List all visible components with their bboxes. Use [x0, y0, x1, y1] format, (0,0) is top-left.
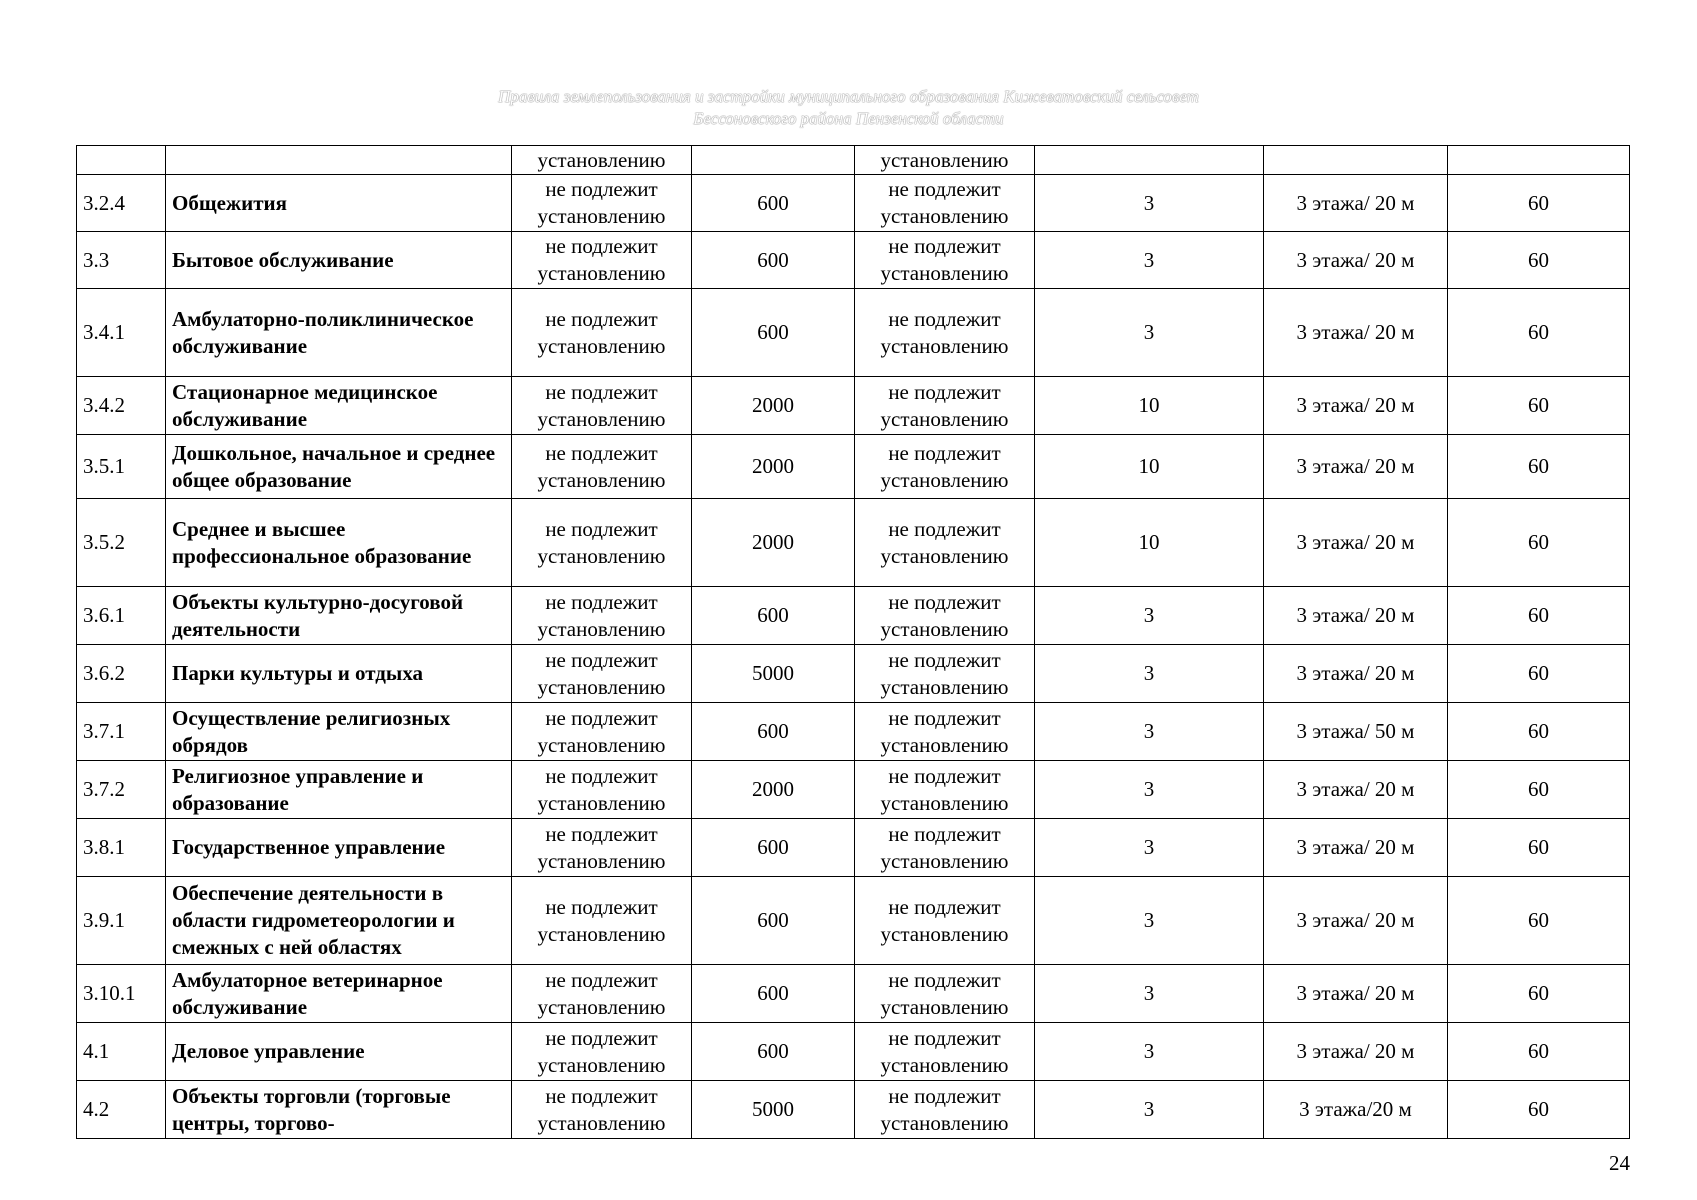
code-cell: 3.9.1	[77, 877, 166, 965]
max-size-cell: 600	[692, 703, 855, 761]
min-size-cell: не подлежит установлению	[512, 819, 692, 877]
max-area-cell: установлению	[855, 146, 1035, 175]
indent-cell: 3	[1035, 1023, 1264, 1081]
indent-cell: 3	[1035, 1081, 1264, 1139]
floors-cell: 3 этажа/ 20 м	[1264, 819, 1448, 877]
max-area-cell: не подлежит установлению	[855, 703, 1035, 761]
max-size-cell: 600	[692, 587, 855, 645]
code-cell	[77, 146, 166, 175]
indent-cell: 3	[1035, 877, 1264, 965]
min-size-cell: не подлежит установлению	[512, 377, 692, 435]
max-area-cell: не подлежит установлению	[855, 645, 1035, 703]
percent-cell: 60	[1448, 645, 1630, 703]
indent-cell: 3	[1035, 819, 1264, 877]
max-size-cell: 5000	[692, 645, 855, 703]
indent-cell: 10	[1035, 435, 1264, 499]
table-row	[77, 587, 1630, 645]
table-row	[77, 232, 1630, 289]
min-size-cell: не подлежит установлению	[512, 1023, 692, 1081]
min-size-cell: не подлежит установлению	[512, 289, 692, 377]
name-cell: Дошкольное, начальное и среднее общее образование	[166, 435, 512, 499]
table-row	[77, 819, 1630, 877]
min-size-cell: не подлежит установлению	[512, 877, 692, 965]
name-cell: Общежития	[166, 175, 512, 232]
name-cell	[166, 146, 512, 175]
min-size-cell: не подлежит установлению	[512, 761, 692, 819]
indent-cell: 3	[1035, 761, 1264, 819]
percent-cell: 60	[1448, 232, 1630, 289]
floors-cell: 3 этажа/ 20 м	[1264, 175, 1448, 232]
name-cell: Парки культуры и отдыха	[166, 645, 512, 703]
table-row	[77, 1081, 1630, 1139]
indent-cell: 3	[1035, 703, 1264, 761]
percent-cell: 60	[1448, 435, 1630, 499]
floors-cell: 3 этажа/ 20 м	[1264, 965, 1448, 1023]
max-area-cell: не подлежит установлению	[855, 587, 1035, 645]
name-cell: Бытовое обслуживание	[166, 232, 512, 289]
name-cell: Государственное управление	[166, 819, 512, 877]
min-size-cell: не подлежит установлению	[512, 499, 692, 587]
max-size-cell: 600	[692, 175, 855, 232]
page-number: 24	[1609, 1151, 1630, 1175]
percent-cell: 60	[1448, 499, 1630, 587]
max-size-cell: 5000	[692, 1081, 855, 1139]
max-area-cell: не подлежит установлению	[855, 1023, 1035, 1081]
table-row	[77, 645, 1630, 703]
name-cell: Объекты торговли (торговые центры, торгово-	[166, 1081, 512, 1139]
floors-cell: 3 этажа/ 20 м	[1264, 232, 1448, 289]
max-area-cell: не подлежит установлению	[855, 819, 1035, 877]
header-line-2: Бессоновского района Пензенской области	[693, 109, 1004, 128]
max-size-cell: 600	[692, 819, 855, 877]
zoning-table	[76, 145, 1630, 1139]
max-area-cell: не подлежит установлению	[855, 435, 1035, 499]
indent-cell: 3	[1035, 965, 1264, 1023]
floors-cell: 3 этажа/ 50 м	[1264, 703, 1448, 761]
name-cell: Амбулаторно-поликлиническое обслуживание	[166, 289, 512, 377]
code-cell: 4.2	[77, 1081, 166, 1139]
header-line-1: Правила землепользования и застройки муниципального образования Кижеватовский сельсовет	[498, 87, 1199, 106]
percent-cell: 60	[1448, 1023, 1630, 1081]
min-size-cell: установлению	[512, 146, 692, 175]
indent-cell: 10	[1035, 499, 1264, 587]
table-row	[77, 435, 1630, 499]
min-size-cell: не подлежит установлению	[512, 645, 692, 703]
table-row	[77, 703, 1630, 761]
code-cell: 3.3	[77, 232, 166, 289]
max-size-cell: 2000	[692, 761, 855, 819]
max-area-cell: не подлежит установлению	[855, 1081, 1035, 1139]
code-cell: 3.5.2	[77, 499, 166, 587]
floors-cell: 3 этажа/ 20 м	[1264, 499, 1448, 587]
percent-cell: 60	[1448, 175, 1630, 232]
name-cell: Среднее и высшее профессиональное образование	[166, 499, 512, 587]
name-cell: Амбулаторное ветеринарное обслуживание	[166, 965, 512, 1023]
floors-cell: 3 этажа/ 20 м	[1264, 435, 1448, 499]
indent-cell: 3	[1035, 289, 1264, 377]
max-size-cell: 600	[692, 289, 855, 377]
percent-cell: 60	[1448, 819, 1630, 877]
max-size-cell: 600	[692, 232, 855, 289]
name-cell: Объекты культурно-досуговой деятельности	[166, 587, 512, 645]
code-cell: 3.6.1	[77, 587, 166, 645]
max-area-cell: не подлежит установлению	[855, 761, 1035, 819]
floors-cell: 3 этажа/ 20 м	[1264, 877, 1448, 965]
code-cell: 3.10.1	[77, 965, 166, 1023]
name-cell: Осуществление религиозных обрядов	[166, 703, 512, 761]
indent-cell: 3	[1035, 232, 1264, 289]
percent-cell: 60	[1448, 877, 1630, 965]
indent-cell	[1035, 146, 1264, 175]
table-row	[77, 377, 1630, 435]
floors-cell	[1264, 146, 1448, 175]
max-size-cell: 600	[692, 965, 855, 1023]
code-cell: 3.4.1	[77, 289, 166, 377]
table-row-continued	[77, 146, 1630, 175]
floors-cell: 3 этажа/ 20 м	[1264, 587, 1448, 645]
table-row	[77, 877, 1630, 965]
floors-cell: 3 этажа/ 20 м	[1264, 645, 1448, 703]
max-size-cell: 2000	[692, 499, 855, 587]
code-cell: 3.4.2	[77, 377, 166, 435]
indent-cell: 10	[1035, 377, 1264, 435]
min-size-cell: не подлежит установлению	[512, 703, 692, 761]
floors-cell: 3 этажа/ 20 м	[1264, 761, 1448, 819]
floors-cell: 3 этажа/ 20 м	[1264, 289, 1448, 377]
name-cell: Стационарное медицинское обслуживание	[166, 377, 512, 435]
percent-cell: 60	[1448, 703, 1630, 761]
table-row	[77, 175, 1630, 232]
floors-cell: 3 этажа/20 м	[1264, 1081, 1448, 1139]
percent-cell: 60	[1448, 1081, 1630, 1139]
table-row	[77, 965, 1630, 1023]
code-cell: 3.5.1	[77, 435, 166, 499]
table-row	[77, 499, 1630, 587]
max-area-cell: не подлежит установлению	[855, 499, 1035, 587]
max-size-cell: 600	[692, 877, 855, 965]
table-row	[77, 761, 1630, 819]
name-cell: Религиозное управление и образование	[166, 761, 512, 819]
code-cell: 4.1	[77, 1023, 166, 1081]
max-area-cell: не подлежит установлению	[855, 877, 1035, 965]
max-area-cell: не подлежит установлению	[855, 175, 1035, 232]
min-size-cell: не подлежит установлению	[512, 232, 692, 289]
page-header	[0, 86, 1697, 130]
percent-cell: 60	[1448, 289, 1630, 377]
percent-cell: 60	[1448, 377, 1630, 435]
name-cell: Обеспечение деятельности в области гидрометеорологии и смежных с ней областях	[166, 877, 512, 965]
table-row	[77, 1023, 1630, 1081]
name-cell: Деловое управление	[166, 1023, 512, 1081]
code-cell: 3.8.1	[77, 819, 166, 877]
max-size-cell: 600	[692, 1023, 855, 1081]
table-row	[77, 289, 1630, 377]
percent-cell: 60	[1448, 587, 1630, 645]
min-size-cell: не подлежит установлению	[512, 435, 692, 499]
min-size-cell: не подлежит установлению	[512, 175, 692, 232]
floors-cell: 3 этажа/ 20 м	[1264, 1023, 1448, 1081]
max-area-cell: не подлежит установлению	[855, 232, 1035, 289]
code-cell: 3.7.1	[77, 703, 166, 761]
code-cell: 3.6.2	[77, 645, 166, 703]
floors-cell: 3 этажа/ 20 м	[1264, 377, 1448, 435]
percent-cell: 60	[1448, 761, 1630, 819]
max-size-cell: 2000	[692, 377, 855, 435]
max-area-cell: не подлежит установлению	[855, 377, 1035, 435]
code-cell: 3.2.4	[77, 175, 166, 232]
code-cell: 3.7.2	[77, 761, 166, 819]
min-size-cell: не подлежит установлению	[512, 587, 692, 645]
max-size-cell: 2000	[692, 435, 855, 499]
percent-cell: 60	[1448, 965, 1630, 1023]
max-area-cell: не подлежит установлению	[855, 965, 1035, 1023]
min-size-cell: не подлежит установлению	[512, 965, 692, 1023]
percent-cell	[1448, 146, 1630, 175]
indent-cell: 3	[1035, 587, 1264, 645]
min-size-cell: не подлежит установлению	[512, 1081, 692, 1139]
max-size-cell	[692, 146, 855, 175]
indent-cell: 3	[1035, 645, 1264, 703]
indent-cell: 3	[1035, 175, 1264, 232]
max-area-cell: не подлежит установлению	[855, 289, 1035, 377]
